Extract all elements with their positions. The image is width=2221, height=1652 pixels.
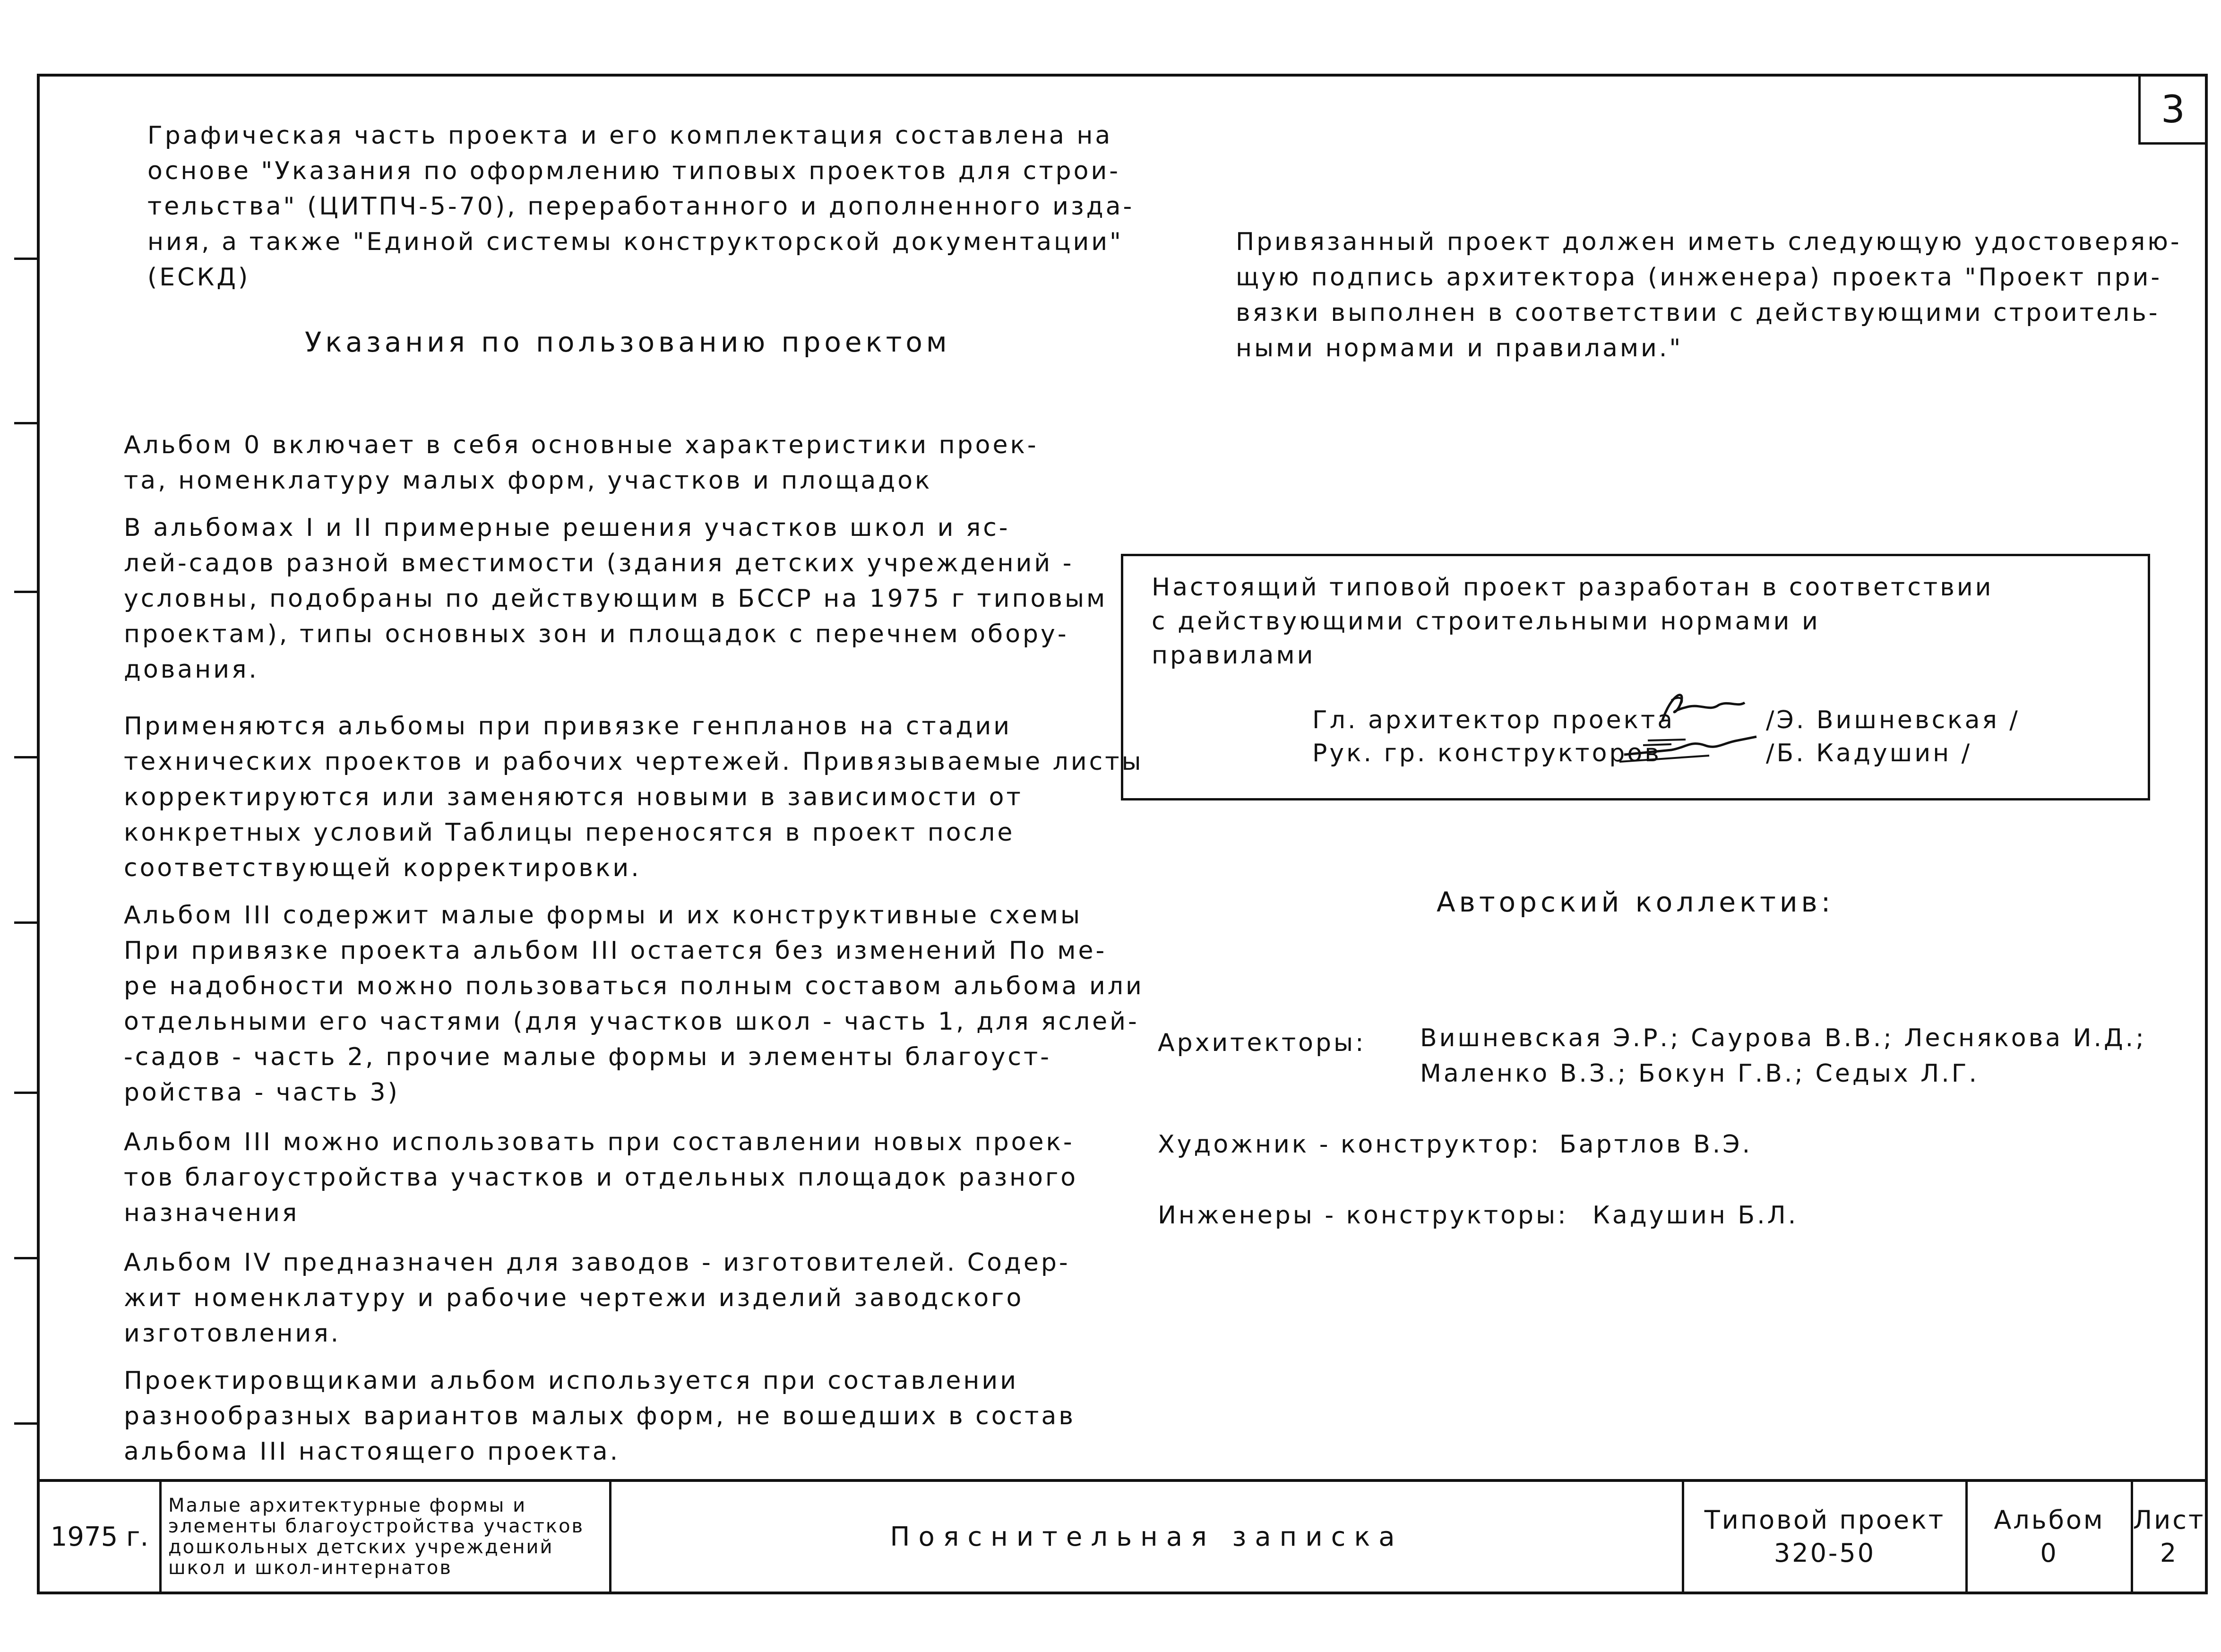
paragraph-line: технических проектов и рабочих чертежей. Привязываемые листы	[124, 748, 1144, 776]
group-head-signature	[1615, 726, 1761, 774]
album-label: Альбом	[1994, 1505, 2105, 1535]
binding-note-line: вязки выполнен в соответствии с действующими строитель-	[1236, 299, 2160, 327]
project-label: Типовой проект	[1704, 1505, 1946, 1535]
project-title-line: Малые архитектурные формы и	[168, 1495, 527, 1516]
project-title-line: элементы благоустройства участков	[168, 1515, 585, 1537]
paragraph-line: условны, подобраны по действующим в БССР на 1975 г типовым	[124, 585, 1108, 613]
intro-line: Графическая часть проекта и его комплектация составлена на	[147, 121, 1113, 150]
paragraph-album-0	[124, 428, 1039, 499]
document-name: Пояснительная записка	[890, 1521, 1403, 1552]
stamp-line: правилами	[1152, 641, 1316, 670]
intro-line: (ЕСКД)	[147, 263, 250, 292]
architects-line: Маленко В.З.; Бокун Г.В.; Седых Л.Г.	[1420, 1059, 1980, 1088]
margin-tick	[14, 1257, 37, 1259]
project-title-line: дошкольных детских учреждений	[168, 1536, 554, 1558]
paragraph-line: Альбом 0 включает в себя основные характеристики проек-	[124, 431, 1039, 459]
paragraph-line: Альбом IV предназначен для заводов - изготовителей. Содер-	[124, 1248, 1070, 1277]
album-value: 0	[2040, 1538, 2058, 1568]
paragraph-line: тов благоустройства участков и отдельных площадок разного	[124, 1163, 1078, 1192]
paragraph-application	[124, 709, 1144, 886]
title-block	[40, 1479, 2205, 1592]
binding-note-line: щую подпись архитектора (инженера) проекта "Проект при-	[1236, 263, 2162, 292]
group-head-name: /Б. Кадушин /	[1766, 739, 1972, 767]
engineers-label: Инженеры - конструкторы:	[1158, 1201, 1568, 1230]
intro-line: ния, а также "Единой системы конструкторской документации"	[147, 228, 1123, 256]
margin-tick	[14, 921, 37, 924]
title-block-album	[1968, 1482, 2133, 1592]
title-block-year	[40, 1482, 162, 1592]
sheet-number: 3	[2161, 87, 2185, 131]
paragraph-line: назначения	[124, 1199, 300, 1227]
paragraph-line: -садов - часть 2, прочие малые формы и элементы благоуст-	[124, 1043, 1052, 1071]
paragraph-line: конкретных условий Таблицы переносятся в проект после	[124, 818, 1015, 847]
margin-tick	[14, 591, 37, 593]
paragraph-albums-1-2	[124, 510, 1107, 688]
paragraph-line: соответствующей корректировки.	[124, 854, 641, 882]
paragraph-album-3-new	[124, 1125, 1078, 1231]
authors-heading: Авторский коллектив:	[1437, 886, 1834, 918]
architects-list	[1420, 1021, 2146, 1092]
paragraph-line: ройства - часть 3)	[124, 1078, 400, 1107]
paragraph-line: изготовления.	[124, 1319, 341, 1348]
paragraph-line: отдельными его частями (для участков школ - часть 1, для яслей-	[124, 1007, 1139, 1036]
binding-note-line: Привязанный проект должен иметь следующую удостоверяю-	[1236, 228, 2182, 256]
paragraph-line: Применяются альбомы при привязке генпланов на стадии	[124, 712, 1012, 740]
sheet-number-box	[2138, 77, 2205, 145]
intro-text	[147, 118, 1134, 295]
artist-label: Художник - конструктор:	[1158, 1130, 1541, 1159]
architects-label: Архитекторы:	[1158, 1029, 1366, 1057]
margin-tick	[14, 258, 37, 260]
paragraph-line: Альбом III можно использовать при составлении новых проек-	[124, 1128, 1075, 1156]
paragraph-line: жит номенклатуру и рабочие чертежи изделий заводского	[124, 1284, 1024, 1312]
margin-tick	[14, 756, 37, 758]
title-block-project-number	[1684, 1482, 1968, 1592]
title-block-sheet	[2133, 1482, 2205, 1592]
engineers-name: Кадушин Б.Л.	[1593, 1201, 1799, 1230]
stamp-line: с действующими строительными нормами и	[1152, 607, 1820, 636]
chief-architect-label: Гл. архитектор проекта	[1312, 706, 1675, 734]
chief-architect-name: /Э. Вишневская /	[1766, 706, 2020, 734]
stamp-text	[1152, 570, 1993, 672]
paragraph-album-4	[124, 1245, 1070, 1351]
paragraph-album-3	[124, 898, 1144, 1110]
artist-name: Бартлов В.Э.	[1559, 1130, 1753, 1159]
paragraph-designers	[124, 1363, 1076, 1470]
usage-heading: Указания по пользованию проектом	[305, 326, 951, 358]
paragraph-line: дования.	[124, 655, 259, 684]
paragraph-line: корректируются или заменяются новыми в зависимости от	[124, 783, 1023, 811]
intro-line: тельства" (ЦИТПЧ-5-70), переработанного и дополненного изда-	[147, 192, 1135, 221]
intro-line: основе "Указания по оформлению типовых проектов для строи-	[147, 157, 1121, 185]
architects-line: Вишневская Э.Р.; Саурова В.В.; Леснякова И.Д.;	[1420, 1024, 2146, 1052]
project-title-line: школ и школ-интернатов	[168, 1557, 452, 1579]
paragraph-line: ре надобности можно пользоваться полным составом альбома или	[124, 972, 1144, 1000]
paragraph-line: Альбом III содержит малые формы и их конструктивные схемы	[124, 901, 1083, 929]
sheet-label: Лист	[2133, 1505, 2205, 1535]
paragraph-line: Проектировщиками альбом используется при составлении	[124, 1367, 1018, 1395]
title-block-project-title	[162, 1482, 611, 1592]
paragraph-line: проектам), типы основных зон и площадок с перечнем обору-	[124, 620, 1069, 648]
margin-tick	[14, 1092, 37, 1094]
year: 1975 г.	[50, 1521, 149, 1552]
margin-tick	[14, 1422, 37, 1425]
binding-note-line: ными нормами и правилами."	[1236, 334, 1683, 362]
stamp-line: Настоящий типовой проект разработан в соответствии	[1152, 573, 1994, 602]
sheet-value: 2	[2160, 1538, 2178, 1568]
paragraph-line: та, номенклатуру малых форм, участков и площадок	[124, 466, 932, 495]
margin-tick	[14, 422, 37, 424]
paragraph-line: При привязке проекта альбом III остается без изменений По ме-	[124, 937, 1107, 965]
project-number: 320-50	[1773, 1538, 1876, 1568]
title-block-document-name	[611, 1482, 1684, 1592]
paragraph-line: альбома III настоящего проекта.	[124, 1437, 620, 1466]
paragraph-line: разнообразных вариантов малых форм, не вошедших в состав	[124, 1402, 1076, 1430]
group-head-label: Рук. гр. конструкторов	[1312, 739, 1661, 767]
paragraph-line: В альбомах I и II примерные решения участков школ и яс-	[124, 514, 1010, 542]
paragraph-line: лей-садов разной вместимости (здания детских учреждений -	[124, 549, 1074, 577]
approval-stamp	[1121, 554, 2150, 800]
binding-note	[1236, 224, 2182, 366]
